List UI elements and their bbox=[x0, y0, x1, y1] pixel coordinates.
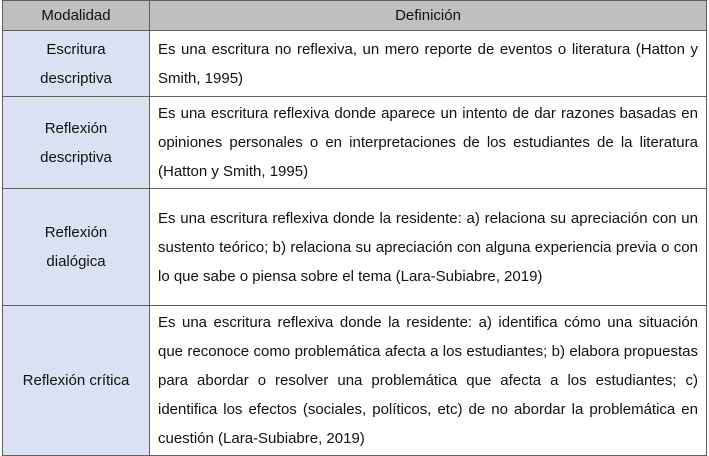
table-row bbox=[3, 306, 707, 456]
definicion-cell: Es una escritura no reflexiva, un mero reporte de eventos o literatura (Hatton y Smith, 1995) bbox=[150, 31, 707, 97]
definicion-cell: Es una escritura reflexiva donde la residente: a) identifica cómo una situación que reconoce como problemática afecta a los estudiantes; b) elabora propuestas para abordar o resolver una problemática que afecta a los estudiantes; c) identifica los efectos (sociales, políticos, etc) de no abordar la problemática en cuestión (Lara-Subiabre, 2019) bbox=[150, 306, 707, 456]
modalidad-cell bbox=[3, 306, 150, 456]
modalidad-cell bbox=[3, 31, 150, 97]
modalities-table bbox=[2, 0, 707, 456]
modalidad-label: Reflexión crítica bbox=[22, 372, 130, 389]
definicion-cell: Es una escritura reflexiva donde la residente: a) relaciona su apreciación con un sustento teórico; b) relaciona su apreciación con alguna experiencia previa o con lo que sabe o piensa sobre el tema (Lara-Subiabre, 2019) bbox=[150, 189, 707, 306]
modalidad-label: Escritura descriptiva bbox=[40, 40, 112, 87]
modalidad-cell bbox=[3, 97, 150, 189]
table-row bbox=[3, 31, 707, 97]
modalidad-label: Reflexión descriptiva bbox=[40, 119, 112, 166]
table-header-row bbox=[3, 1, 707, 31]
table-row bbox=[3, 189, 707, 306]
table-row bbox=[3, 97, 707, 189]
definicion-cell: Es una escritura reflexiva donde aparece un intento de dar razones basadas en opiniones personales o en interpretaciones de los estudiantes de la literatura (Hatton y Smith, 1995) bbox=[150, 97, 707, 189]
modalidad-cell bbox=[3, 189, 150, 306]
header-definicion: Definición bbox=[150, 1, 707, 31]
modalidad-label: Reflexión dialógica bbox=[44, 224, 108, 270]
header-modalidad: Modalidad bbox=[3, 1, 150, 31]
